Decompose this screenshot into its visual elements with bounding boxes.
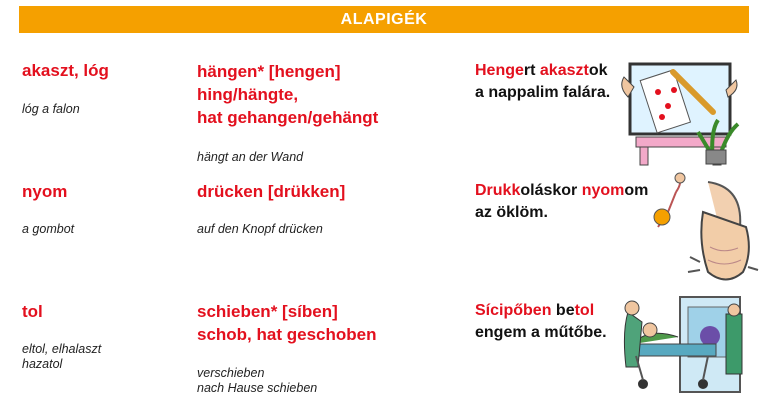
mnemonic-red: Henge <box>475 62 524 79</box>
de-example-line: verschieben <box>197 366 265 380</box>
page-title: ALAPIGÉK <box>340 10 428 28</box>
mnemonic-line <box>475 60 610 82</box>
mnemonic-3 <box>475 300 607 344</box>
de-example-line: nach Hause schieben <box>197 381 318 395</box>
hu-example-3 <box>22 342 101 372</box>
mnemonic-red: ben <box>523 302 552 319</box>
mnemonic-red: Sícipő <box>475 302 524 319</box>
de-example-line: auf den Knopf drücken <box>197 222 323 236</box>
mnemonic-black: rt <box>523 62 540 79</box>
de-line: schieben* [síben] <box>197 302 338 321</box>
mnemonic-line: engem a műtőbe. <box>475 324 607 341</box>
hu-example-line: eltol, elhalaszt <box>22 342 102 356</box>
mnemonic-black: om <box>624 182 649 199</box>
mnemonic-black: ok <box>588 62 608 79</box>
mnemonic-red: akaszt <box>539 62 589 79</box>
mnemonic-line: a nappalim falára. <box>475 84 611 101</box>
fist-pressing-illustration <box>648 172 760 290</box>
de-verb-2 <box>197 180 345 203</box>
mnemonic-red: tol <box>574 302 595 319</box>
mnemonic-1 <box>475 60 610 104</box>
de-line: hängen* [hengen] <box>197 62 341 81</box>
hu-example-1: lóg a falon <box>22 102 80 116</box>
mnemonic-line: az öklöm. <box>475 204 548 221</box>
hu-verb-2: nyom <box>22 182 68 201</box>
mnemonic-black: be <box>551 302 575 319</box>
hu-example-line: hazatol <box>22 357 63 371</box>
hu-verb-1: akaszt, lóg <box>22 61 109 80</box>
de-verb-3 <box>197 300 376 346</box>
de-example-3 <box>197 366 317 396</box>
painting-roller-illustration <box>618 42 753 167</box>
hu-verb-3: tol <box>22 302 43 321</box>
de-line: hing/hängte, <box>197 85 299 104</box>
mnemonic-line <box>475 300 607 322</box>
de-line: hat gehangen/gehängt <box>197 108 379 127</box>
de-example-1 <box>197 150 303 165</box>
de-example-line: hängt an der Wand <box>197 150 304 164</box>
header-banner <box>19 6 749 33</box>
mnemonic-2 <box>475 180 648 224</box>
de-line: schob, hat geschoben <box>197 325 377 344</box>
de-verb-1 <box>197 60 378 129</box>
mnemonic-black: oláskor <box>520 182 582 199</box>
de-line: drücken [drükken] <box>197 182 346 201</box>
hospital-stretcher-illustration <box>608 292 760 400</box>
mnemonic-red: Drukk <box>475 182 521 199</box>
de-example-2 <box>197 222 323 237</box>
hu-example-2: a gombot <box>22 222 75 236</box>
mnemonic-line <box>475 180 648 202</box>
mnemonic-red: nyom <box>581 182 625 199</box>
